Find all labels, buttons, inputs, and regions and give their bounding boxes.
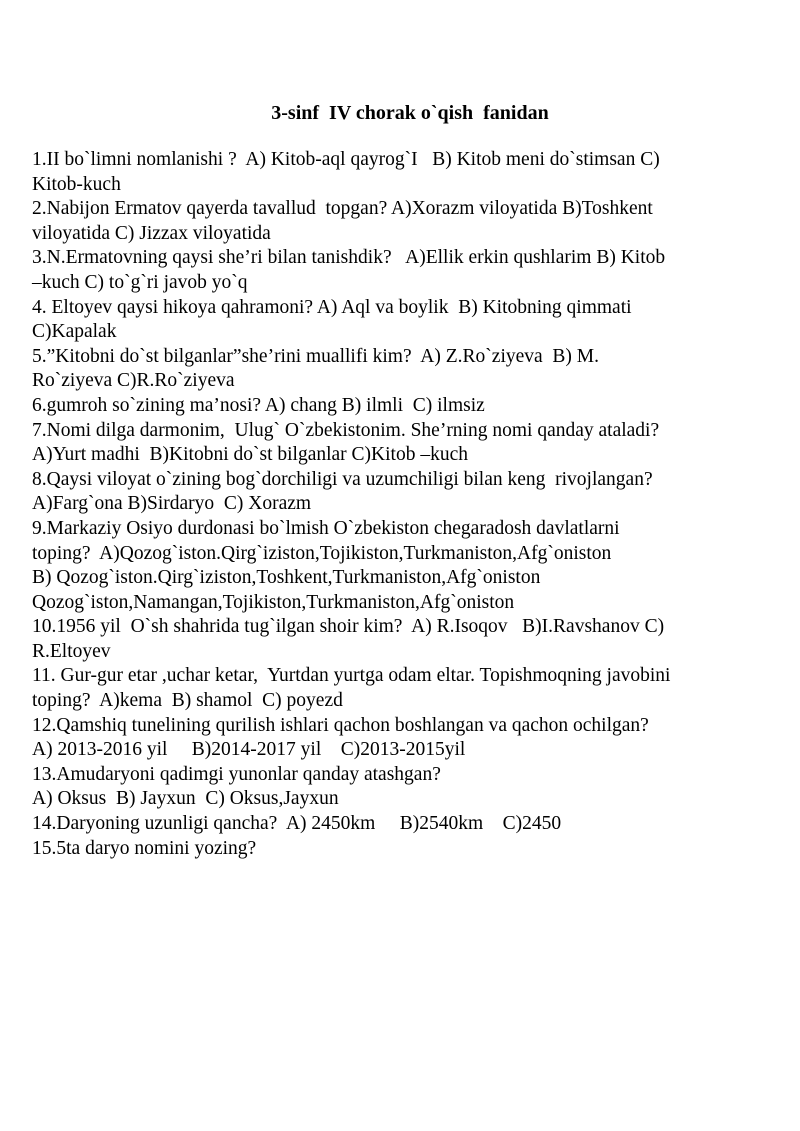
question-line: 11. Gur-gur etar ,uchar ketar, Yurtdan yurtga odam eltar. Topishmoqning javobini: [32, 665, 671, 687]
question-list: [32, 148, 772, 861]
question-line: 12.Qamshiq tunelining qurilish ishlari qachon boshlangan va qachon ochilgan?: [32, 714, 649, 736]
question-line: –kuch C) to`g`ri javob yo`q: [32, 271, 248, 293]
document-title: 3-sinf IV chorak o`qish fanidan: [271, 102, 549, 124]
document-page: [32, 100, 772, 861]
question-line: B) Qozog`iston.Qirg`iziston,Toshkent,Turkmaniston,Afg`oniston: [32, 567, 541, 589]
question-line: A) Oksus B) Jayxun C) Oksus,Jayxun: [32, 788, 339, 810]
question-line: 6.gumroh so`zining ma’nosi? A) chang B) ilmli C) ilmsiz: [32, 394, 485, 416]
question-line: A) 2013-2016 yil B)2014-2017 yil C)2013-2015yil: [32, 739, 466, 761]
question-line: 13.Amudaryoni qadimgi yunonlar qanday atashgan?: [32, 763, 441, 785]
question-line: Qozog`iston,Namangan,Tojikiston,Turkmaniston,Afg`oniston: [32, 591, 515, 613]
question-line: 4. Eltoyev qaysi hikoya qahramoni? A) Aql va boylik B) Kitobning qimmati: [32, 296, 632, 318]
question-line: viloyatida C) Jizzax viloyatida: [32, 222, 271, 244]
question-line: 1.II bo`limni nomlanishi ? A) Kitob-aql qayrog`I B) Kitob meni do`stimsan C): [32, 149, 660, 170]
question-line: toping? A)kema B) shamol C) poyezd: [32, 690, 343, 712]
question-line: Kitob-kuch: [32, 173, 121, 195]
question-line: 3.N.Ermatovning qaysi she’ri bilan tanishdik? A)Ellik erkin qushlarim B) Kitob: [32, 247, 666, 269]
question-line: 7.Nomi dilga darmonim, Ulug` O`zbekistonim. She’rning nomi qanday ataladi?: [32, 419, 660, 441]
question-line: toping? A)Qozog`iston.Qirg`iziston,Tojikiston,Turkmaniston,Afg`oniston: [32, 542, 612, 564]
question-line: Ro`ziyeva C)R.Ro`ziyeva: [32, 370, 235, 392]
question-line: 2.Nabijon Ermatov qayerda tavallud topgan? A)Xorazm viloyatida B)Toshkent: [32, 198, 653, 220]
question-line: A)Farg`ona B)Sirdaryo C) Xorazm: [32, 493, 312, 515]
question-line: R.Eltoyev: [32, 640, 111, 662]
question-line: 15.5ta daryo nomini yozing?: [32, 837, 257, 859]
question-line: C)Kapalak: [32, 321, 117, 343]
question-line: 14.Daryoning uzunligi qancha? A) 2450km B)2540km C)2450: [32, 813, 562, 835]
question-line: 10.1956 yil O`sh shahrida tug`ilgan shoir kim? A) R.Isoqov B)I.Ravshanov C): [32, 616, 665, 638]
question-line: 8.Qaysi viloyat o`zining bog`dorchiligi va uzumchiligi bilan keng rivojlangan?: [32, 468, 653, 490]
question-line: A)Yurt madhi B)Kitobni do`st bilganlar C)Kitob –kuch: [32, 444, 468, 466]
question-line: 5.”Kitobni do`st bilganlar”she’rini muallifi kim? A) Z.Ro`ziyeva B) M.: [32, 345, 600, 367]
question-line: 9.Markaziy Osiyo durdonasi bo`lmish O`zbekiston chegaradosh davlatlarni: [32, 517, 620, 539]
